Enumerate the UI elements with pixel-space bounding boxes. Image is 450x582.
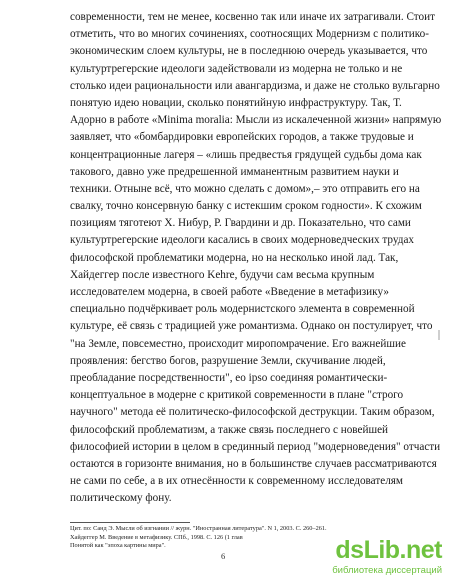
footnote-divider <box>70 522 190 523</box>
page-number: 6 <box>221 551 226 561</box>
text-line: техники. Отныне всё, что можно сделать с домом»,– это отправить его на <box>70 182 420 195</box>
text-line: столько идеи рациональности или авангардизма, и даже не столько вульгарно <box>70 79 440 92</box>
text-line: специально подчёркивает роль модернистского элемента в современной <box>70 303 415 316</box>
text-line: экономическим слоем культуры, не в последнюю очередь указывается, что <box>70 45 428 58</box>
text-line: философский проблематизм, а также связь последнего с новейшей <box>70 423 389 436</box>
text-line: современности, тем не менее, косвенно так или иначе их затрагивали. Стоит <box>70 11 435 23</box>
scan-artifact <box>438 330 440 340</box>
text-line: концентрационные лагеря – «лишь предвестья грядущей судьбы дома как <box>70 148 422 161</box>
watermark-logo: dsLib.net <box>335 536 442 564</box>
text-line: научного" метода её политическо-философской деструкции. Таким образом, <box>70 406 435 419</box>
text-line: философией истории в целом в срединный период "модерноведения" отчасти <box>70 440 441 453</box>
text-line: Адорно в работе «Minima moralia: Мысли из искалеченной жизни» напрямую <box>70 114 442 127</box>
body-text <box>70 9 442 507</box>
watermark-subtitle: библиотека диссертаций <box>332 565 442 576</box>
text-line: политическому фону. <box>70 492 172 505</box>
text-line: Хайдеггер после известного Kehre, будучи сам весьма крупным <box>70 268 375 281</box>
text-line: свалку, точно консервную банку с истекшим сроком годности». К схожим <box>70 200 422 213</box>
text-line: культуртрегерские идеологи задействовали из модерна не только и не <box>70 62 403 75</box>
text-line: "на Земле, повсеместно, происходит миропомрачение. Его важнейшие <box>70 337 406 350</box>
text-line: не сами по себе, а в их отнесённости к современному исследователям <box>70 475 404 488</box>
watermark <box>300 536 442 576</box>
text-line: философской проблематики модерна, но на несколько иной лад. Так, <box>70 251 399 264</box>
text-line: концептуальное в модерне с критикой современности в плане "строго <box>70 389 404 402</box>
text-line: культуртрегерские идеологи касались в своих модерноведческих трудах <box>70 234 415 247</box>
text-line: заявляет, что «бомбардировки европейских городов, а также трудовые и <box>70 131 414 144</box>
footnote: Понятой как "эпоха картины мира". <box>70 542 166 550</box>
text-line: такового, давно уже предрешенной имманентным развитием науки и <box>70 165 399 178</box>
text-line: позициям тяготеют Х. Нибур, Р. Гвардини и др. Показательно, что сами <box>70 217 411 230</box>
text-line: понятую идею новации, сколько понятийную инфраструктуру. Так, Т. <box>70 96 402 109</box>
text-line: преобладание посредственности", eo ipso соединяя романтически- <box>70 371 388 384</box>
footnote: Хайдеггер М. Введение в метафизику. СПб., 1998. С. 126 (1 глав <box>70 533 243 541</box>
text-line: проявления: бегство богов, разрушение Земли, скучивание людей, <box>70 354 386 367</box>
text-line: культуре, её связь с традицией уже романтизма. Однако он постулирует, что <box>70 320 433 333</box>
text-line: отметить, что во многих сочинениях, соотносящих Модернизм с политико- <box>70 28 429 41</box>
text-line: остаются в горизонте внимания, но в большинстве случаев рассматриваются <box>70 457 437 470</box>
footnote: Цит. по: Санд Э. Мысли об изгнании // журн. "Иностранная литература". N 1, 2003. С. 260–261. <box>70 525 327 532</box>
text-line: исследователем модерна, в своей работе «Введение в метафизику» <box>70 286 389 298</box>
